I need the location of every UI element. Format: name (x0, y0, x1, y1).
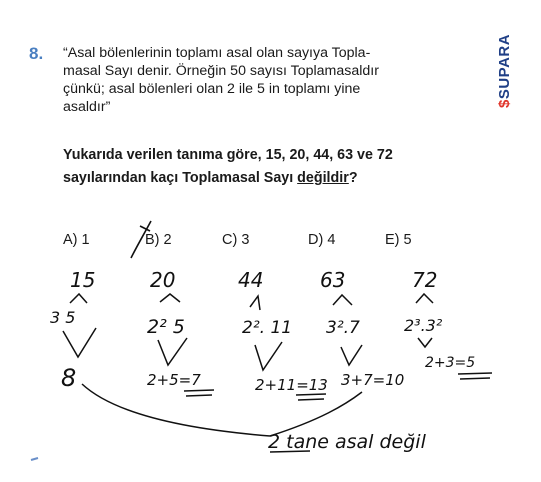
hand-number-63: 63 (320, 268, 346, 292)
note-underline (270, 451, 310, 452)
factors-72: 2³.3² (404, 316, 443, 335)
factors-63: 3².7 (326, 318, 360, 338)
answer-underlines (184, 373, 492, 400)
factors-44: 2². 11 (242, 318, 293, 338)
option-d-key: D) (308, 232, 324, 248)
question-number: 8. (29, 44, 44, 63)
factors-20: 2² 5 (147, 316, 185, 338)
prompt-question-mark: ? (348, 170, 358, 186)
brand-name: SUPARA (496, 33, 513, 100)
sum-44: 2+11=13 (255, 376, 328, 394)
handwritten-note: 2 tane asal değil (268, 431, 426, 453)
prompt-text: sayılarından kaçı Toplamasal Sayı (63, 170, 298, 186)
factors-15: 3 5 (50, 308, 76, 327)
definition-line-1: “Asal bölenlerinin toplamı asal olan sayıya Topla- (63, 45, 371, 61)
stray-mark (31, 458, 38, 460)
option-a-key: A) (63, 232, 78, 248)
hand-number-20: 20 (150, 268, 176, 292)
hand-number-44: 44 (238, 268, 264, 292)
option-e-key: E) (385, 232, 400, 248)
option-b-value: 2 (163, 232, 172, 248)
sum-63: 3+7=10 (341, 371, 405, 389)
option-d-value: 4 (327, 232, 336, 248)
sum-20: 2+5=7 (147, 371, 201, 389)
hand-number-15: 15 (70, 268, 96, 292)
option-c-key: C) (222, 232, 238, 248)
option-c-value: 3 (241, 232, 250, 248)
brand-accent: $ (496, 99, 513, 108)
option-b-strike-mark (131, 221, 151, 258)
result-15: 8 (61, 364, 77, 392)
definition-line-3: çünkü; asal bölenleri olan 2 ile 5 in toplamı yine (63, 81, 361, 97)
definition-line-4: asaldır” (63, 99, 111, 115)
question-prompt-line-1: Yukarıda verilen tanıma göre, 15, 20, 44, 63 ve 72 (63, 147, 393, 163)
option-b-key: B) (145, 232, 160, 248)
option-e-value: 5 (403, 232, 412, 248)
option-a-value: 1 (81, 232, 90, 248)
hand-number-72: 72 (412, 268, 438, 292)
prompt-emphasis: değildir (297, 170, 349, 186)
definition-line-2: masal Sayı denir. Örneğin 50 sayısı Toplamasaldır (63, 63, 379, 79)
sum-72: 2+3=5 (425, 355, 476, 371)
